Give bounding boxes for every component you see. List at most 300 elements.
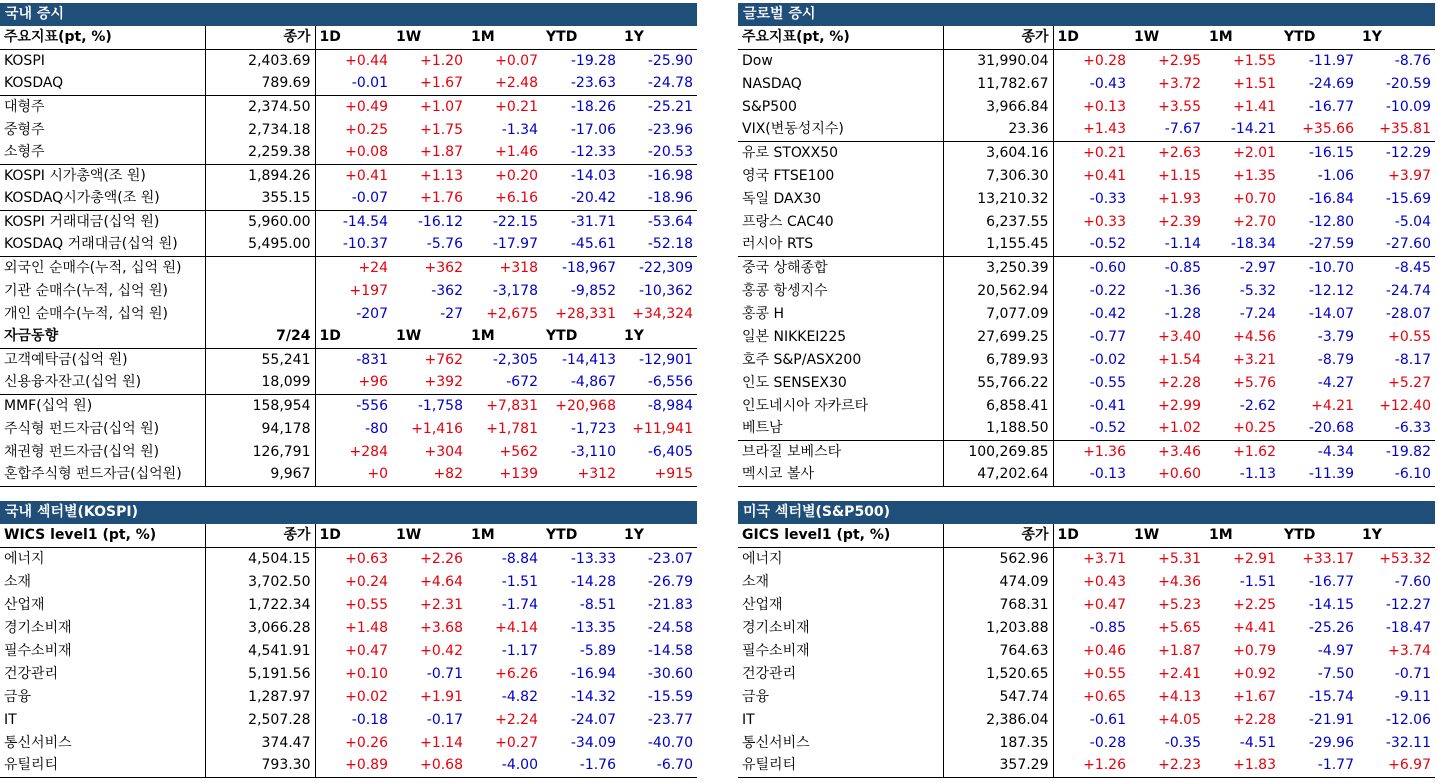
change-ytd: -20.68 [1308,420,1354,437]
change-ytd: -4.34 [1280,440,1358,463]
close-value: 4,504.15 [205,547,315,570]
table-row [0,141,697,164]
change-ytd: -19.28 [570,52,616,69]
close-value [205,256,315,279]
table-row [0,394,697,417]
change-1y: -10.09 [1385,98,1431,115]
header-row [0,26,697,49]
change-1d: +0.44 [345,52,388,69]
table-row [0,49,697,72]
row-label: 일본 NIKKEI225 [738,325,943,348]
row-label: 에너지 [0,547,205,570]
change-1m: -17.97 [492,236,538,253]
change-1y: -7.60 [1394,573,1431,590]
close-value: 1,203.88 [943,616,1053,639]
table-row [0,233,697,256]
change-ytd: -31.71 [542,210,620,233]
change-1w: +1.13 [392,164,467,187]
change-1d: -0.42 [1089,305,1126,322]
change-1w: +1.20 [420,52,463,69]
change-1d: +0.10 [345,665,388,682]
row-label: 대형주 [0,95,205,118]
close-value: 3,250.39 [943,256,1053,279]
change-1y: -23.96 [647,121,693,138]
change-ytd: -14,413 [561,351,616,368]
change-1d: +0.47 [1083,596,1126,613]
row-label: VIX(변동성지수) [738,118,943,141]
change-1y: -53.64 [620,210,697,233]
table-row [738,440,1435,463]
change-1y: -24.58 [647,619,693,636]
change-1y: -6.33 [1394,420,1431,437]
change-1d: -831 [356,351,388,368]
table-row [0,302,697,325]
change-1d: +197 [349,282,388,299]
change-1w: +2.28 [1158,374,1201,391]
change-1w: +1.87 [1158,642,1201,659]
close-value: 474.09 [943,570,1053,593]
change-ytd: -1,723 [570,420,616,437]
row-label: 필수소비재 [0,639,205,662]
table-row [0,210,697,233]
close-value: 2,374.50 [205,95,315,118]
change-ytd: -23.63 [570,75,616,92]
close-value: 1,155.45 [943,233,1053,256]
column-header: 1M [467,524,542,547]
change-1m: -1.17 [501,642,538,659]
change-ytd: -1.77 [1280,754,1358,777]
change-1y: -21.83 [647,596,693,613]
close-value: 562.96 [943,547,1053,570]
change-1m: +2.01 [1205,141,1280,164]
change-1d: +0.33 [1083,213,1126,230]
change-ytd: -5.89 [579,642,616,659]
change-1m: -2.62 [1239,397,1276,414]
column-header: 주요지표(pt, %) [738,26,943,49]
change-1y: -8,984 [620,394,697,417]
change-1y: -14.58 [647,642,693,659]
change-ytd: -16.77 [1308,98,1354,115]
change-ytd: -4.97 [1317,642,1354,659]
change-1m: +1.51 [1233,75,1276,92]
close-value: 9,967 [205,463,315,486]
change-1d: +96 [358,374,388,391]
change-1y: -12.06 [1385,711,1431,728]
change-ytd: -29.96 [1308,734,1354,751]
panel-title: 국내 섹터별(KOSPI) [0,501,697,524]
change-1d: +0.28 [1083,52,1126,69]
change-1y: -24.78 [647,75,693,92]
table-row [738,593,1435,616]
change-1y: -20.59 [1385,75,1431,92]
close-value: 6,237.55 [943,210,1053,233]
change-1y: -8.17 [1394,351,1431,368]
header-row [0,325,697,348]
table-row [0,95,697,118]
change-1m: -5.32 [1239,282,1276,299]
table-row [0,256,697,279]
change-1d: +0.02 [345,688,388,705]
change-1m: -1.51 [1239,573,1276,590]
change-1m: +318 [467,256,542,279]
table-row [738,302,1435,325]
change-1m: +0.20 [467,164,542,187]
row-label: 러시아 RTS [738,233,943,256]
change-1w: +392 [424,374,463,391]
change-1d: -0.61 [1089,711,1126,728]
change-1w: -362 [431,282,463,299]
change-1d: -0.52 [1089,236,1126,253]
row-label: 인도 SENSEX30 [738,371,943,394]
change-ytd: -25.26 [1308,619,1354,636]
change-1m: +2,675 [486,305,538,322]
close-value: 793.30 [205,754,315,777]
row-label: 호주 S&P/ASX200 [738,348,943,371]
row-label: KOSPI [0,49,205,72]
change-ytd: +312 [542,463,620,486]
table-row [0,279,697,302]
close-value: 23.36 [943,118,1053,141]
change-1d: +1.36 [1053,440,1130,463]
change-1m: -672 [506,374,538,391]
change-1y: -25.21 [620,95,697,118]
change-ytd: -4,867 [570,374,616,391]
column-header: 1M [1205,26,1280,49]
close-value: 158,954 [205,394,315,417]
column-header: YTD [542,524,620,547]
change-1d: +0.55 [1083,665,1126,682]
change-ytd: +28,331 [555,305,616,322]
column-header: 1D [315,26,392,49]
change-1w: +2.31 [420,596,463,613]
change-1y: -18.96 [647,190,693,207]
column-header: 1Y [620,325,697,348]
row-label: 에너지 [738,547,943,570]
change-1y: -12.29 [1358,141,1435,164]
change-1d: -0.18 [351,711,388,728]
change-1d: -0.77 [1089,328,1126,345]
sector-table [0,524,697,778]
close-value: 126,791 [205,440,315,463]
row-label: 주식형 펀드자금(십억 원) [0,417,205,440]
change-1y: -20.53 [647,144,693,161]
change-1y: +915 [620,463,697,486]
global-market-panel [738,3,1435,487]
close-value: 1,722.34 [205,593,315,616]
change-1m: -1.51 [501,573,538,590]
column-header: 1Y [1358,26,1435,49]
change-1m: +4.56 [1233,328,1276,345]
row-label: 고객예탁금(십억 원) [0,348,205,371]
close-value [205,302,315,325]
change-1m: +1,781 [486,420,538,437]
change-1d: +1.26 [1053,754,1130,777]
table-row [738,49,1435,72]
change-1w: +2.39 [1158,213,1201,230]
change-1d: +3.71 [1083,550,1126,567]
table-row [0,616,697,639]
change-ytd: -24.69 [1308,75,1354,92]
change-1d: -0.22 [1089,282,1126,299]
change-1m: +0.92 [1233,665,1276,682]
table-row [0,570,697,593]
table-row [738,708,1435,731]
row-label: 통신서비스 [738,731,943,754]
change-1m: -1.34 [501,121,538,138]
change-1d: -0.33 [1089,190,1126,207]
change-1d: +0 [315,463,392,486]
change-1d: +0.26 [345,734,388,751]
change-1w: +0.60 [1130,463,1205,486]
change-1w: +3.55 [1158,98,1201,115]
table-row [0,72,697,95]
change-1y: +11,941 [632,420,693,437]
table-row [0,708,697,731]
change-1y: +35.81 [1379,121,1431,138]
close-value: 5,495.00 [205,233,315,256]
change-ytd: -1.06 [1317,167,1354,184]
change-1m: +6.16 [495,190,538,207]
change-1d: +24 [315,256,392,279]
us-sector-panel [738,501,1435,778]
change-ytd: -7.50 [1317,665,1354,682]
change-1d: +284 [349,443,388,460]
row-label: IT [738,708,943,731]
change-1w: +1.15 [1158,167,1201,184]
close-value: 3,966.84 [943,95,1053,118]
change-1y: -5.04 [1394,213,1431,230]
change-ytd: -14.32 [570,688,616,705]
close-value: 187.35 [943,731,1053,754]
change-1w: +1.91 [420,688,463,705]
column-header: 1D [315,325,392,348]
change-1w: -1.36 [1164,282,1201,299]
row-label: S&P500 [738,95,943,118]
change-1w: -0.17 [426,711,463,728]
close-value: 1,188.50 [943,417,1053,440]
table-row [738,685,1435,708]
close-value: 55,766.22 [943,371,1053,394]
change-1m: +6.26 [495,665,538,682]
column-header: YTD [542,26,620,49]
change-1m: -14.21 [1230,121,1276,138]
close-value: 2,259.38 [205,141,315,164]
row-label: 인도네시아 자카르타 [738,394,943,417]
change-1y: -22,309 [620,256,697,279]
row-label: 멕시코 볼사 [738,463,943,486]
change-1w: +304 [424,443,463,460]
change-1m: -22.15 [467,210,542,233]
change-1y: +53.32 [1379,550,1431,567]
change-1y: -6.70 [620,754,697,777]
change-ytd: -17.06 [570,121,616,138]
close-value: 27,699.25 [943,325,1053,348]
column-header: 1Y [620,524,697,547]
change-1w: +2.23 [1130,754,1205,777]
change-ytd: -12.80 [1308,213,1354,230]
change-1d: +0.89 [315,754,392,777]
table-row [738,279,1435,302]
change-1y: -19.82 [1358,440,1435,463]
change-ytd: -14.15 [1308,596,1354,613]
change-1w: +1.02 [1158,420,1201,437]
close-value: 1,520.65 [943,662,1053,685]
change-1y: -6,405 [647,443,693,460]
close-value: 11,782.67 [943,72,1053,95]
change-1m: +2.25 [1233,596,1276,613]
change-1m: +1.35 [1233,167,1276,184]
change-1d: +0.43 [1083,573,1126,590]
table-row [738,348,1435,371]
row-label: 브라질 보베스타 [738,440,943,463]
change-1y: -6.10 [1358,463,1435,486]
row-label: 경기소비재 [738,616,943,639]
change-1w: +82 [392,463,467,486]
change-ytd: +33.17 [1302,550,1354,567]
change-1w: +2.26 [420,550,463,567]
change-ytd: +20,968 [542,394,620,417]
column-header: 1M [467,26,542,49]
table-row [738,547,1435,570]
change-1m: -8.84 [501,550,538,567]
change-ytd: -20.42 [570,190,616,207]
change-1w: +2.95 [1158,52,1201,69]
row-label: 산업재 [0,593,205,616]
change-1w: +1.07 [392,95,467,118]
row-label: KOSDAQ시가총액(조 원) [0,187,205,210]
change-1m: +7,831 [467,394,542,417]
change-1y: -10,362 [638,282,693,299]
change-1d: +0.55 [345,596,388,613]
table-row [738,616,1435,639]
table-row [738,141,1435,164]
change-ytd: -3.79 [1317,328,1354,345]
change-1w: +762 [424,351,463,368]
change-1y: -16.98 [620,164,697,187]
close-value: 2,507.28 [205,708,315,731]
row-label: 유틸리티 [0,754,205,777]
change-1d: -0.41 [1089,397,1126,414]
table-row [0,118,697,141]
table-row [738,639,1435,662]
change-1m: +0.25 [1233,420,1276,437]
change-1m: +1.55 [1233,52,1276,69]
domestic-market-panel [0,3,697,487]
change-ytd: -27.59 [1308,236,1354,253]
change-1m: -2.97 [1205,256,1280,279]
change-1w: +4.05 [1158,711,1201,728]
change-1w: +5.23 [1158,596,1201,613]
close-value: 2,386.04 [943,708,1053,731]
close-value: 4,541.91 [205,639,315,662]
table-row [0,371,697,394]
change-1y: +5.27 [1388,374,1431,391]
change-1d: +0.47 [345,642,388,659]
change-1d: +0.25 [345,121,388,138]
table-row [738,210,1435,233]
change-1w: +1.87 [420,144,463,161]
change-1m: +4.41 [1233,619,1276,636]
change-1m: -3,178 [492,282,538,299]
change-1y: -28.07 [1385,305,1431,322]
change-1m: -4.00 [467,754,542,777]
korea-sector-panel [0,501,697,778]
row-label: 기관 순매수(누적, 십억 원) [0,279,205,302]
change-1w: +1.54 [1158,351,1201,368]
change-1w: +2.63 [1130,141,1205,164]
row-label: 혼합주식형 펀드자금(십억원) [0,463,205,486]
row-label: 홍콩 항셍지수 [738,279,943,302]
close-value: 1,894.26 [205,164,315,187]
table-row [738,118,1435,141]
close-value: 768.31 [943,593,1053,616]
change-ytd: -16.94 [570,665,616,682]
change-1w: +362 [392,256,467,279]
change-1y: -52.18 [647,236,693,253]
change-1d: +1.43 [1083,121,1126,138]
table-row [0,440,697,463]
change-1d: -0.52 [1089,420,1126,437]
change-ytd: -12.33 [570,144,616,161]
change-1d: -556 [315,394,392,417]
panel-title: 국내 증시 [0,3,697,26]
close-value: 5,191.56 [205,662,315,685]
panel-title: 글로벌 증시 [738,3,1435,26]
change-1w: +3.68 [420,619,463,636]
change-1w: +1.76 [420,190,463,207]
column-header: 1Y [620,26,697,49]
column-header: 주요지표(pt, %) [0,26,205,49]
change-1m: +0.70 [1233,190,1276,207]
change-1m: +4.14 [495,619,538,636]
row-label: 소재 [0,570,205,593]
table-row [738,164,1435,187]
close-value: 18,099 [205,371,315,394]
change-1d: +0.65 [1083,688,1126,705]
row-label: 금융 [0,685,205,708]
change-1y: +3.97 [1388,167,1431,184]
header-row [738,26,1435,49]
table-row [738,463,1435,486]
change-1w: +1.67 [420,75,463,92]
column-header: YTD [1280,524,1358,547]
panel-title: 미국 섹터별(S&P500) [738,501,1435,524]
change-1w: -16.12 [392,210,467,233]
column-header: 종가 [943,524,1053,547]
column-header: 1W [392,325,467,348]
close-value: 2,403.69 [205,49,315,72]
change-1m: +1.62 [1205,440,1280,463]
row-label: 신용융자잔고(십억 원) [0,371,205,394]
change-ytd: -4.27 [1317,374,1354,391]
change-ytd: -14.03 [542,164,620,187]
change-1m: -4.51 [1239,734,1276,751]
change-1y: -30.60 [647,665,693,682]
change-ytd: -8.79 [1317,351,1354,368]
change-1d: -14.54 [315,210,392,233]
column-header: YTD [542,325,620,348]
change-1w: -0.85 [1130,256,1205,279]
row-label: 홍콩 H [738,302,943,325]
change-ytd: -18.26 [542,95,620,118]
market-table [738,26,1435,487]
header-row [738,524,1435,547]
row-label: KOSDAQ [0,72,205,95]
change-1d: -207 [356,305,388,322]
table-row [0,463,697,486]
column-header: 1W [392,26,467,49]
change-1m: +139 [467,463,542,486]
